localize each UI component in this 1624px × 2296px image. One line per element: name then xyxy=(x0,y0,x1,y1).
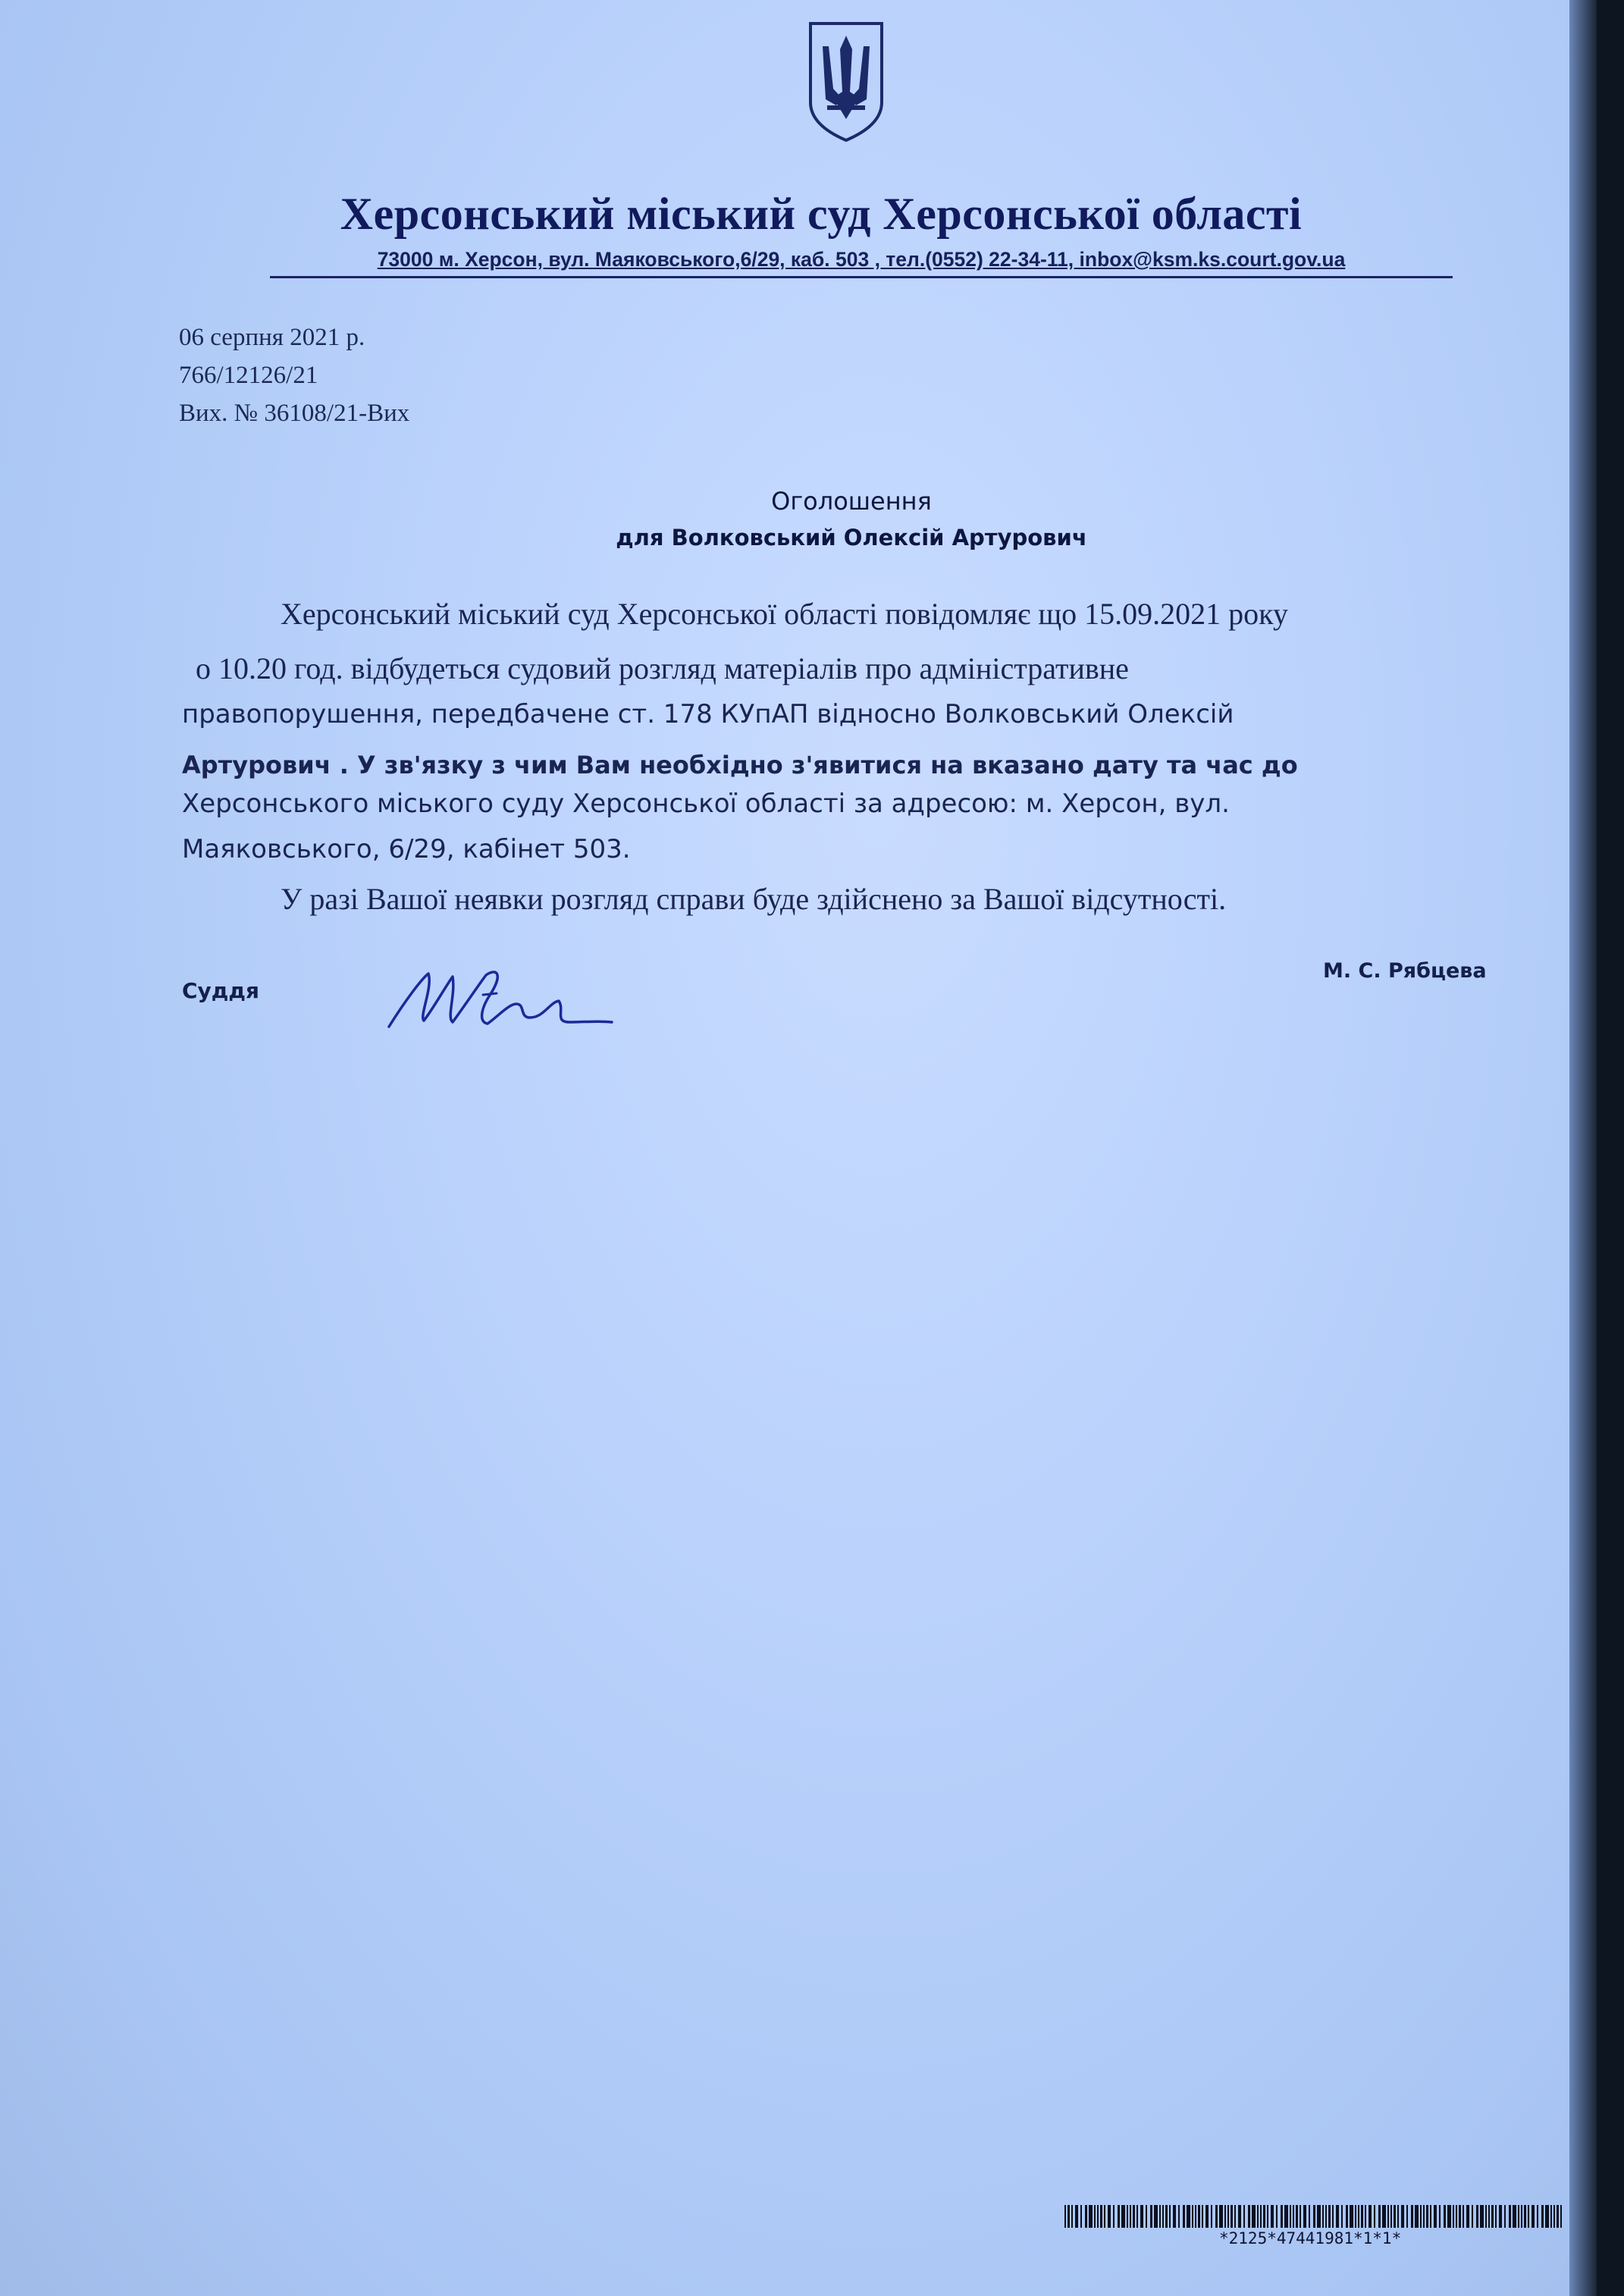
notice-closing: У разі Вашої неявки розгляд справи буде здійснено за Вашої відсутності. xyxy=(281,882,1227,916)
case-number: 766/12126/21 xyxy=(179,362,318,389)
address-underline-rule xyxy=(270,276,1453,278)
notice-line-6: Маяковського, 6/29, кабінет 503. xyxy=(182,834,631,864)
notice-subtitle: для Волковський Олексій Артурович xyxy=(616,525,1087,550)
notice-line-1: Херсонський міський суд Херсонської області повідомляє що 15.09.2021 року xyxy=(281,597,1289,631)
judge-name: М. С. Рябцева xyxy=(1323,959,1487,983)
notice-title: Оголошення xyxy=(771,487,932,516)
court-address-line: 73000 м. Херсон, вул. Маяковського,6/29, каб. 503 , тел.(0552) 22-34-11, inbox@ksm.ks.court.gov.ua xyxy=(377,248,1346,271)
barcode xyxy=(1064,2205,1565,2228)
handwritten-signature xyxy=(383,957,618,1040)
notice-line-3: правопорушення, передбачене ст. 178 КУпАП відносно Волковський Олексій xyxy=(182,699,1234,729)
document-meta xyxy=(179,318,409,432)
court-name-heading: Херсонський міський суд Херсонської області xyxy=(340,189,1303,239)
notice-line-4: Артурович . У зв'язку з чим Вам необхідно з'явитися на вказано дату та час до xyxy=(182,751,1298,779)
trident-emblem-icon xyxy=(806,19,886,144)
page-edge-shadow xyxy=(1569,0,1597,2296)
outgoing-number: Вих. № 36108/21-Вих xyxy=(179,400,410,427)
document-date: 06 серпня 2021 р. xyxy=(179,324,365,351)
notice-line-2: о 10.20 год. відбудеться судовий розгляд матеріалів про адміністративне xyxy=(196,651,1129,685)
judge-label: Суддя xyxy=(182,978,260,1003)
notice-line-5: Херсонського міського суду Херсонської області за адресою: м. Херсон, вул. xyxy=(182,789,1230,819)
barcode-number: *2125*47441981*1*1* xyxy=(1219,2229,1402,2247)
